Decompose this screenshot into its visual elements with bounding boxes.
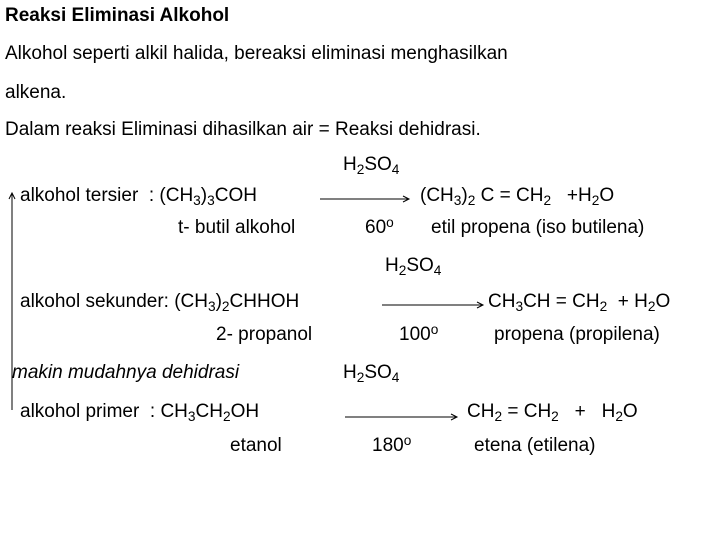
primary-reactant: alkohol primer : $CH_3CH_2OH$: [20, 401, 260, 425]
primary-product: $CH_2 = CH_2$ + $H_2O$: [467, 401, 638, 425]
secondary-reactant: alkohol sekunder: $(CH_3)_2CHHOH$: [20, 291, 300, 315]
dehydration-trend-label: makin mudahnya dehidrasi: [12, 362, 240, 383]
intro-line-2: alkena.: [5, 82, 67, 103]
tertiary-product-name: etil propena (iso butilena): [431, 217, 645, 238]
catalyst-primary: $H_2SO_4$: [343, 362, 400, 386]
secondary-product-name: propena (propilena): [494, 324, 660, 345]
tertiary-reactant-name: t- butil alkohol: [178, 217, 296, 238]
primary-temperature: 180$^o$: [372, 432, 412, 456]
catalyst-tertiary: $H_2SO_4$: [343, 154, 400, 178]
primary-reactant-name: etanol: [230, 435, 282, 456]
intro-line-3: Dalam reaksi Eliminasi dihasilkan air = Reaksi dehidrasi.: [5, 119, 481, 140]
tertiary-temperature: 60$^o$: [365, 214, 394, 238]
primary-product-name: etena (etilena): [474, 435, 596, 456]
intro-line-1: Alkohol seperti alkil halida, bereaksi eliminasi menghasilkan: [5, 43, 508, 64]
tertiary-reactant: alkohol tersier : $(CH_3)_3COH$: [20, 185, 257, 209]
tertiary-product: $(CH_3)_2$ $C = CH_2$ $+H_2O$: [420, 185, 615, 209]
secondary-temperature: 100$^o$: [399, 321, 439, 345]
secondary-reactant-name: 2- propanol: [216, 324, 313, 345]
secondary-product: $CH_3CH = CH_2 + H_2O$: [488, 291, 671, 315]
catalyst-secondary: $H_2SO_4$: [385, 255, 442, 279]
title: Reaksi Eliminasi Alkohol: [5, 5, 230, 26]
